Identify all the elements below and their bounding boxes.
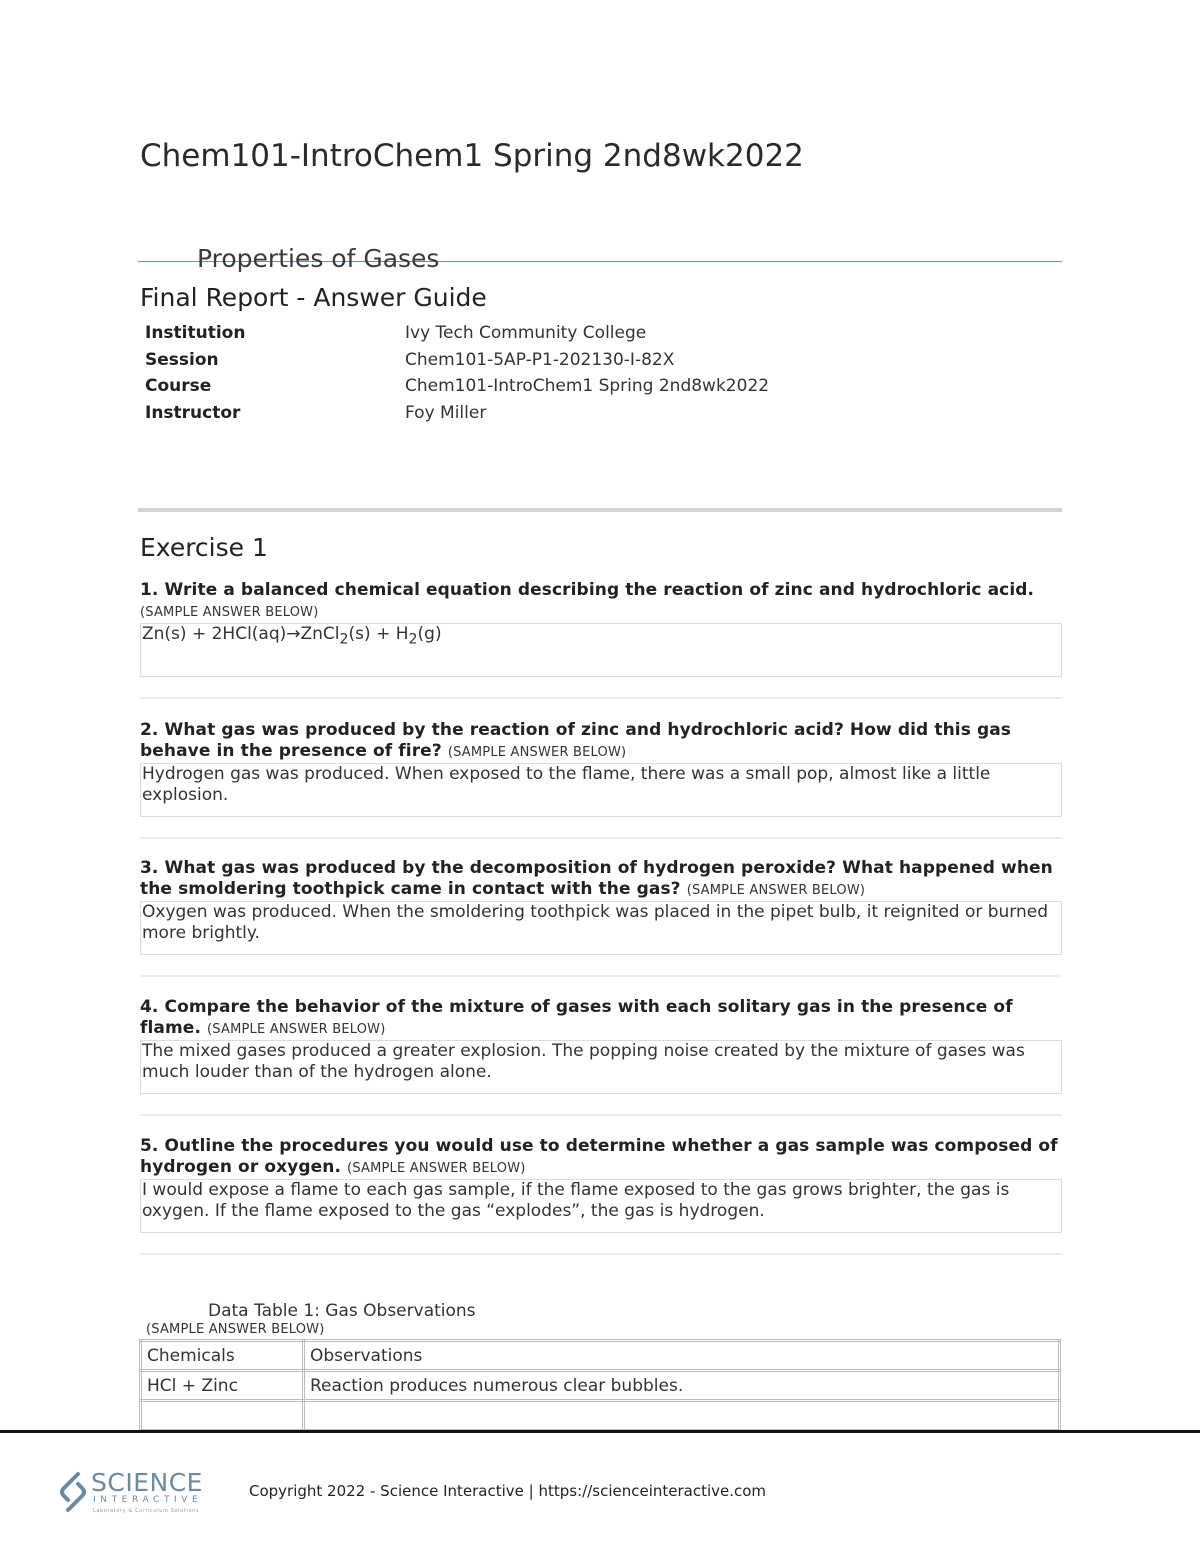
table-row: [141, 1371, 1060, 1401]
info-row-course: [145, 373, 769, 400]
sample-label: (SAMPLE ANSWER BELOW): [140, 605, 319, 620]
info-label: Session: [145, 349, 219, 370]
table-header-cell: Observations: [304, 1341, 1060, 1371]
info-label: Course: [145, 376, 212, 397]
question-text: 5. Outline the procedures you would use to determine whether a gas sample was composed of hydrogen or oxygen. (SAMPLE ANSWER BELOW): [140, 1136, 1058, 1177]
exercise-title: Exercise 1: [140, 533, 268, 562]
question-separator: [140, 975, 1062, 977]
logo-subtitle: INTERACTIVE: [93, 1495, 203, 1505]
sample-label: (SAMPLE ANSWER BELOW): [207, 1022, 386, 1037]
footer-rule: [0, 1430, 1200, 1433]
question-4: [140, 997, 1062, 1116]
question-text: 3. What gas was produced by the decomposition of hydrogen peroxide? What happened when the smoldering toothpick came in contact with the gas? (SAMPLE ANSWER BELOW): [140, 858, 1053, 899]
table-header-row: [141, 1341, 1060, 1371]
question-separator: [140, 1114, 1062, 1116]
info-value: Foy Miller: [405, 402, 487, 423]
logo-wordmark: SCIENCE: [91, 1468, 203, 1497]
lab-title: Properties of Gases: [197, 244, 440, 273]
table-cell: [304, 1401, 1060, 1431]
question-text: 4. Compare the behavior of the mixture of gases with each solitary gas in the presence of flame. (SAMPLE ANSWER BELOW): [140, 997, 1013, 1038]
info-value: Chem101-5AP-P1-202130-I-82X: [405, 349, 675, 370]
science-interactive-logo: [58, 1468, 208, 1516]
info-row-instructor: [145, 400, 769, 427]
document-title: Chem101-IntroChem1 Spring 2nd8wk2022: [140, 138, 804, 174]
question-text: 2. What gas was produced by the reaction of zinc and hydrochloric acid? How did this gas behave in the presence of fire? (SAMPLE ANSWER BELOW): [140, 720, 1012, 761]
table-cell: HCl + Zinc: [141, 1371, 304, 1401]
info-label: Institution: [145, 323, 246, 344]
sample-label: (SAMPLE ANSWER BELOW): [447, 745, 627, 760]
table-cell: [141, 1401, 304, 1431]
logo-tagline: Laboratory & Curriculum Solutions: [93, 1508, 200, 1514]
data-table: [139, 1339, 1061, 1432]
info-value: Chem101-IntroChem1 Spring 2nd8wk2022: [405, 376, 770, 397]
table-row: [141, 1401, 1060, 1431]
sample-label: (SAMPLE ANSWER BELOW): [686, 883, 866, 898]
answer-box: Oxygen was produced. When the smoldering toothpick was placed in the pipet bulb, it reignited or burned more brightly.: [140, 901, 1062, 955]
answer-box: The mixed gases produced a greater explosion. The popping noise created by the mixture of gases was much louder than of the hydrogen alone.: [140, 1040, 1062, 1094]
answer-box: Zn(s) + 2HCl(aq)→ZnCl$_2$(s) + $H_2(g)$: [140, 623, 1062, 677]
question-text: 1. Write a balanced chemical equation describing the reaction of zinc and hydrochloric acid. (SAMPLE ANSWER BELOW): [140, 580, 1035, 620]
sample-label: (SAMPLE ANSWER BELOW): [347, 1161, 526, 1176]
sample-label: (SAMPLE ANSWER BELOW): [146, 1322, 325, 1337]
question-separator: [140, 697, 1062, 699]
answer-box: Hydrogen gas was produced. When exposed to the flame, there was a small pop, almost like a little explosion.: [140, 763, 1062, 817]
table-cell: Reaction produces numerous clear bubbles.: [304, 1371, 1060, 1401]
report-title: Final Report - Answer Guide: [140, 283, 487, 312]
question-separator: [140, 837, 1062, 839]
logo-mark-icon: [58, 1470, 88, 1514]
info-row-institution: [145, 320, 769, 347]
table-header-cell: Chemicals: [141, 1341, 304, 1371]
info-label: Instructor: [145, 402, 241, 423]
data-table-title: Data Table 1: Gas Observations: [208, 1301, 476, 1321]
question-3: [140, 858, 1062, 977]
question-separator: [140, 1253, 1062, 1255]
info-row-session: [145, 347, 769, 374]
question-2: [140, 720, 1062, 839]
section-divider: [138, 508, 1062, 512]
copyright-text: Copyright 2022 - Science Interactive | https://scienceinteractive.com: [249, 1482, 767, 1500]
course-info: [145, 320, 769, 426]
question-5: [140, 1136, 1062, 1255]
question-1: [140, 580, 1062, 699]
info-value: Ivy Tech Community College: [405, 323, 647, 344]
answer-box: I would expose a flame to each gas sample, if the flame exposed to the gas grows brighter, the gas is oxygen. If the flame exposed to the gas “explodes”, the gas is hydrogen.: [140, 1179, 1062, 1233]
